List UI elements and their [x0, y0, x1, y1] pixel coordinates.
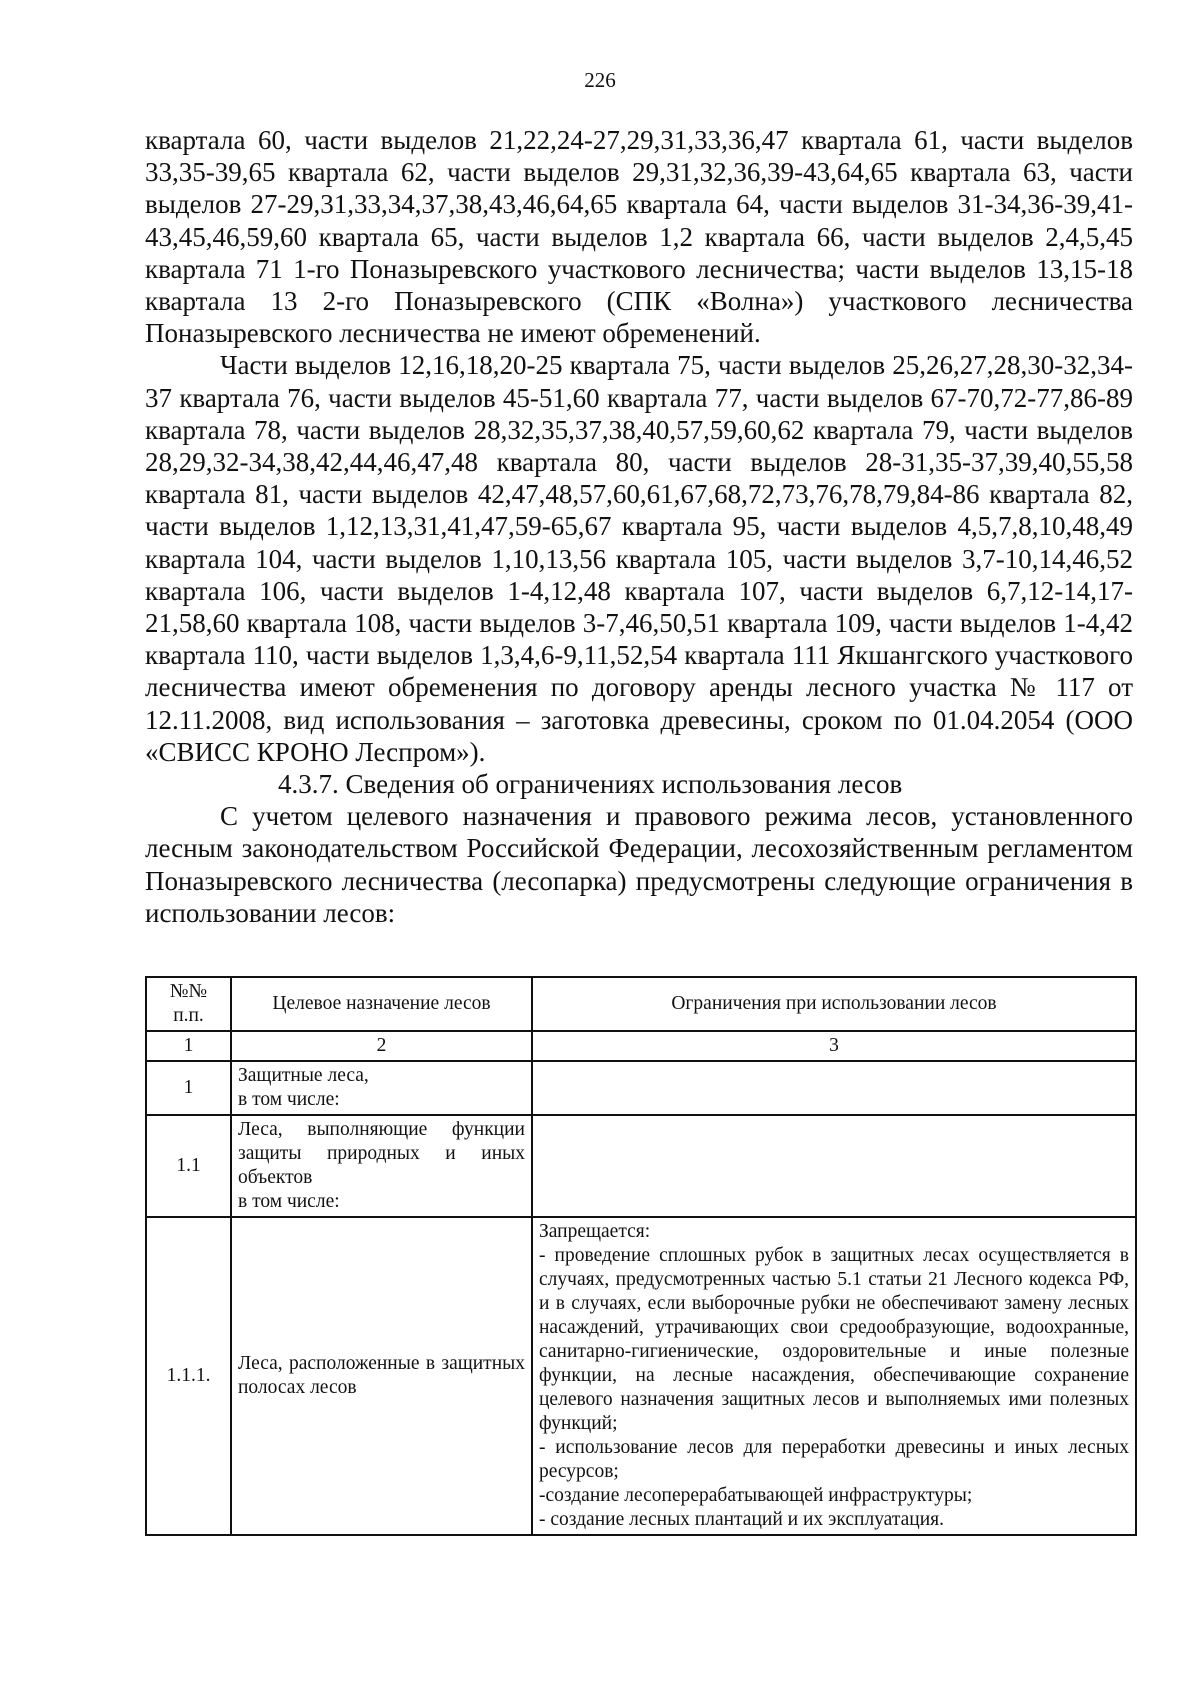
purpose-line: Леса, выполняющие функции защиты природных и иных объектов: [238, 1119, 525, 1188]
restrictions-title: Запрещается:: [539, 1221, 651, 1242]
purpose-line: Защитные леса,: [238, 1065, 369, 1086]
header-number: №№ п.п.: [146, 977, 231, 1031]
restriction-item: - использование лесов для переработки древесины и иных лесных ресурсов;: [539, 1437, 1129, 1482]
row-number: 1: [146, 1061, 231, 1115]
row-restrictions-empty: [532, 1115, 1136, 1217]
table-row: [146, 1217, 1136, 1535]
page-number: 226: [584, 68, 616, 92]
row-number: 1.1: [146, 1115, 231, 1217]
header-purpose: Целевое назначение лесов: [231, 977, 532, 1031]
restriction-item: - проведение сплошных рубок в защитных лесах осуществляется в случаях, предусмотренных частью 5.1 статьи 21 Лесного кодекса РФ, и в случаях, если выборочные рубки не обеспечивают замену лесных насаждений, утрачивающих свои средообразующие, водоохранные, санитарно-гигиенические, оздоровительные и иные полезные функции, на лесные насаждения, обеспечивающие сохранение целевого назначения защитных лесов и выполняемых ими полезных функций;: [539, 1245, 1129, 1434]
purpose-line: в том числе:: [238, 1191, 340, 1212]
row-purpose: [231, 1061, 532, 1115]
header-restrictions: Ограничения при использовании лесов: [532, 977, 1136, 1031]
column-number-1: 1: [146, 1031, 231, 1061]
table-row: [146, 1115, 1136, 1217]
restriction-item: - создание лесных плантаций и их эксплуатация.: [539, 1509, 944, 1530]
paragraph-lease-encumbrances: Части выделов 12,16,18,20-25 квартала 75, части выделов 25,26,27,28,30-32,34-37 квартала 76, части выделов 45-51,60 квартала 77, части выделов 67-70,72-77,86-89 квартала 78, части выделов 28,32,35,37,38,40,57,59,60,62 квартала 79, части выделов 28,29,32-34,38,42,44,46,47,48 квартала 80, части выделов 28-31,35-37,39,40,55,58 квартала 81, части выделов 42,47,48,57,60,61,67,68,72,73,76,78,79,84-86 квартала 82, части выделов 1,12,13,31,41,47,59-65,67 квартала 95, части выделов 4,5,7,8,10,48,49 квартала 104, части выделов 1,10,13,56 квартала 105, части выделов 3,7-10,14,46,52 квартала 106, части выделов 1-4,12,48 квартала 107, части выделов 6,7,12-14,17-21,58,60 квартала 108, части выделов 3-7,46,50,51 квартала 109, части выделов 1-4,42 квартала 110, части выделов 1,3,4,6-9,11,52,54 квартала 111 Якшангского участкового лесничества имеют обременения по договору аренды лесного участка № 117 от 12.11.2008, вид использования – заготовка древесины, сроком по 01.04.2054 (ООО «СВИСС КРОНО Леспром»).: [145, 350, 1133, 767]
purpose-line: в том числе:: [238, 1089, 340, 1110]
table-header-row: [146, 977, 1136, 1031]
restriction-item: -создание лесоперерабатывающей инфраструктуры;: [539, 1485, 973, 1506]
row-number: 1.1.1.: [146, 1217, 231, 1535]
section-heading: 4.3.7. Сведения об ограничениях использования лесов: [278, 769, 903, 800]
row-purpose: Леса, расположенные в защитных полосах лесов: [231, 1217, 532, 1535]
paragraph-no-encumbrances: квартала 60, части выделов 21,22,24-27,29,31,33,36,47 квартала 61, части выделов 33,35-39,65 квартала 62, части выделов 29,31,32,36,39-43,64,65 квартала 63, части выделов 27-29,31,33,34,37,38,43,46,64,65 квартала 64, части выделов 31-34,36-39,41-43,45,46,59,60 квартала 65, части выделов 1,2 квартала 66, части выделов 2,4,5,45 квартала 71 1-го Поназыревского участкового лесничества; части выделов 13,15-18 квартала 13 2-го Поназыревского (СПК «Волна») участкового лесничества Поназыревского лесничества не имеют обременений.: [145, 125, 1133, 349]
paragraph-restrictions-intro: С учетом целевого назначения и правового режима лесов, установленного лесным законодательством Российской Федерации, лесохозяйственным регламентом Поназыревского лесничества (лесопарка) предусмотрены следующие ограничения в использовании лесов:: [145, 801, 1133, 928]
row-restrictions: [532, 1217, 1136, 1535]
body-text: [145, 124, 1133, 929]
column-number-3: 3: [532, 1031, 1136, 1061]
restrictions-table: [145, 976, 1137, 1536]
column-number-2: 2: [231, 1031, 532, 1061]
table-row: [146, 1061, 1136, 1115]
table-column-numbers-row: [146, 1031, 1136, 1061]
row-purpose: [231, 1115, 532, 1217]
row-restrictions-empty: [532, 1061, 1136, 1115]
